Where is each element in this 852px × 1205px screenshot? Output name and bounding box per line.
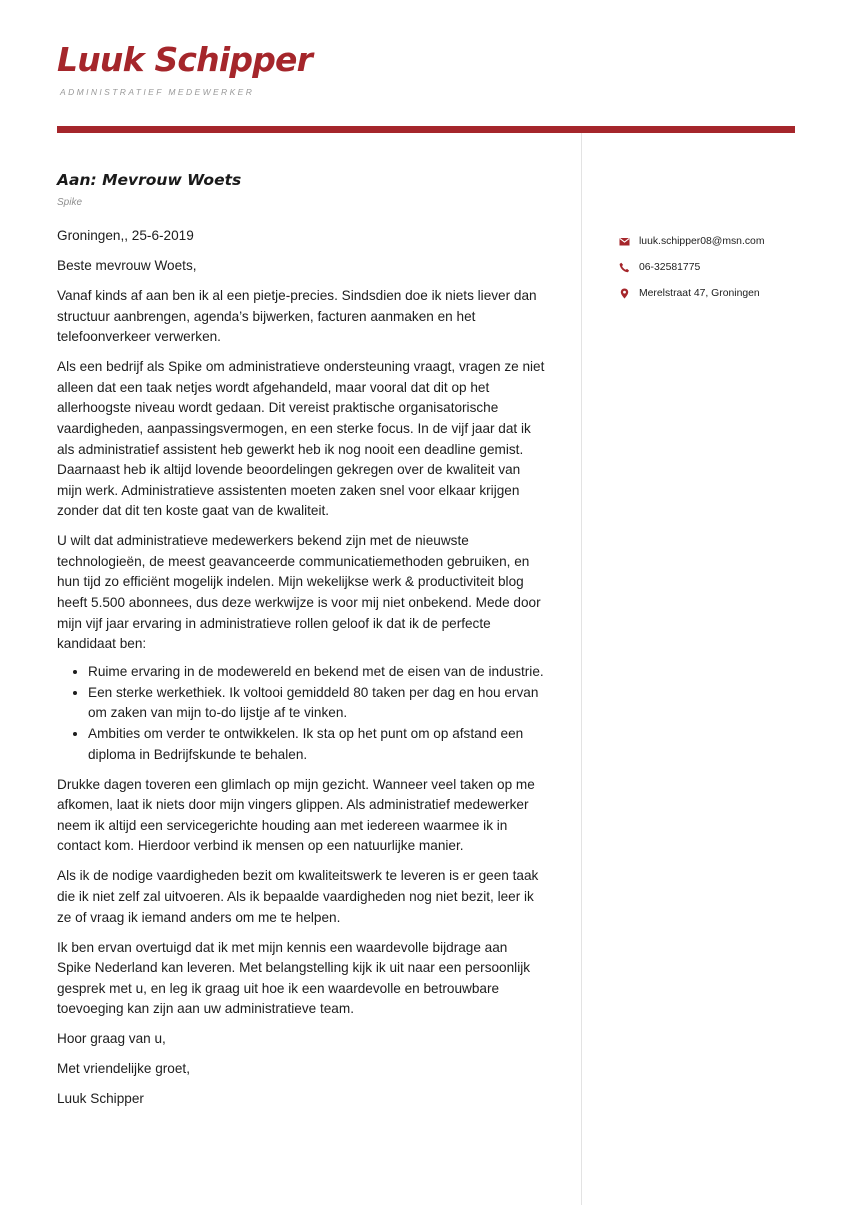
recipient-company: Spike bbox=[57, 197, 83, 208]
letter-body bbox=[57, 226, 545, 1119]
greeting: Beste mevrouw Woets, bbox=[57, 257, 197, 273]
closing-line: Hoor graag van u, bbox=[57, 1031, 166, 1047]
letter-paragraph: Vanaf kinds af aan ben ik al een pietje-precies. Sindsdien doe ik niets liever dan structuur aanbrengen, agenda’s bijwerken, facturen aanmaken en het telefoonverkeer verwerken. bbox=[57, 287, 537, 345]
letter-paragraph: Ik ben ervan overtuigd dat ik met mijn kennis een waardevolle bijdrage aan Spike Nederland kan leveren. Met belangstelling kijk ik uit naar een persoonlijk gesprek met u, en leg ik graag uit hoe ik een waardevolle en betrouwbare toevoeging kan zijn aan uw administratieve team. bbox=[57, 939, 531, 1017]
signature: Luuk Schipper bbox=[57, 1091, 144, 1107]
letter-paragraph: Als een bedrijf als Spike om administratieve ondersteuning vraagt, vragen ze niet alleen dat een taak netjes wordt afgehandeld, maar vooral dat dit op het allerhoogste niveau wordt gedaan. Dit vereist praktische organisatorische vaardigheden, aanpassingsvermogen, en een sterke focus. In de vijf jaar dat ik als administratief assistent heb gewerkt heb ik nog nooit een deadline gemist. Daarnaast heb ik altijd lovende beoordelingen gekregen over de kwaliteit van mijn werk. Administratieve assistenten moeten zaken snel voor elkaar krijgen zonder dat dit ten koste gaat van de kwaliteit. bbox=[57, 359, 545, 519]
phone-number[interactable]: 06-32581775 bbox=[639, 261, 701, 273]
contact-email bbox=[619, 228, 764, 254]
location-pin-icon bbox=[619, 288, 630, 299]
contact-list bbox=[619, 228, 764, 306]
recipient-heading: Aan: Mevrouw Woets bbox=[57, 171, 242, 189]
qualifications-list bbox=[57, 662, 545, 765]
applicant-name: Luuk Schipper bbox=[57, 40, 313, 79]
address-text: Merelstraat 47, Groningen bbox=[639, 287, 760, 299]
letter-paragraph: U wilt dat administratieve medewerkers bekend zijn met de nieuwste technologieën, de meest geavanceerde communicatiemethoden gebruiken, en hun tijd zo efficiënt mogelijk indelen. Mijn wekelijkse werk & productiviteit blog heeft 5.500 abonnees, dus deze werkwijze is voor mij niet onbekend. Mede door mijn vijf jaar ervaring in administratieve rollen geloof ik dat ik de perfecte kandidaat ben: bbox=[57, 533, 541, 652]
header-accent-bar bbox=[57, 126, 795, 133]
date-line: Groningen,, 25-6-2019 bbox=[57, 228, 194, 243]
column-divider bbox=[581, 133, 582, 1205]
list-item: • Ambities om verder te ontwikkelen. Ik sta op het punt om op afstand een diploma in Bedrijfskunde te behalen. bbox=[88, 724, 545, 765]
closing-line: Met vriendelijke groet, bbox=[57, 1061, 190, 1077]
envelope-icon bbox=[619, 236, 630, 247]
letter-paragraph: Drukke dagen toveren een glimlach op mijn gezicht. Wanneer veel taken op me afkomen, laat ik niets door mijn vingers glippen. Als administratief medewerker neem ik altijd een servicegerichte houding aan met iedereen waarmee ik in contact kom. Hierdoor verbind ik mensen op een natuurlijke manier. bbox=[57, 776, 535, 854]
list-item: • Een sterke werkethiek. Ik voltooi gemiddeld 80 taken per dag en hou ervan om zaken van mijn to-do lijstje af te vinken. bbox=[88, 683, 545, 724]
phone-icon bbox=[619, 262, 630, 273]
contact-phone bbox=[619, 254, 764, 280]
job-title: ADMINISTRATIEF MEDEWERKER bbox=[60, 87, 255, 97]
letter-paragraph: Als ik de nodige vaardigheden bezit om kwaliteitswerk te leveren is er geen taak die ik niet zelf zal uitvoeren. Als ik bepaalde vaardigheden nog niet bezit, leer ik ze of vraag ik iemand anders om me te helpen. bbox=[57, 868, 539, 925]
email-link[interactable]: luuk.schipper08@msn.com bbox=[639, 235, 765, 247]
list-item: • Ruime ervaring in de modewereld en bekend met de eisen van de industrie. bbox=[88, 662, 545, 683]
contact-address bbox=[619, 280, 764, 306]
